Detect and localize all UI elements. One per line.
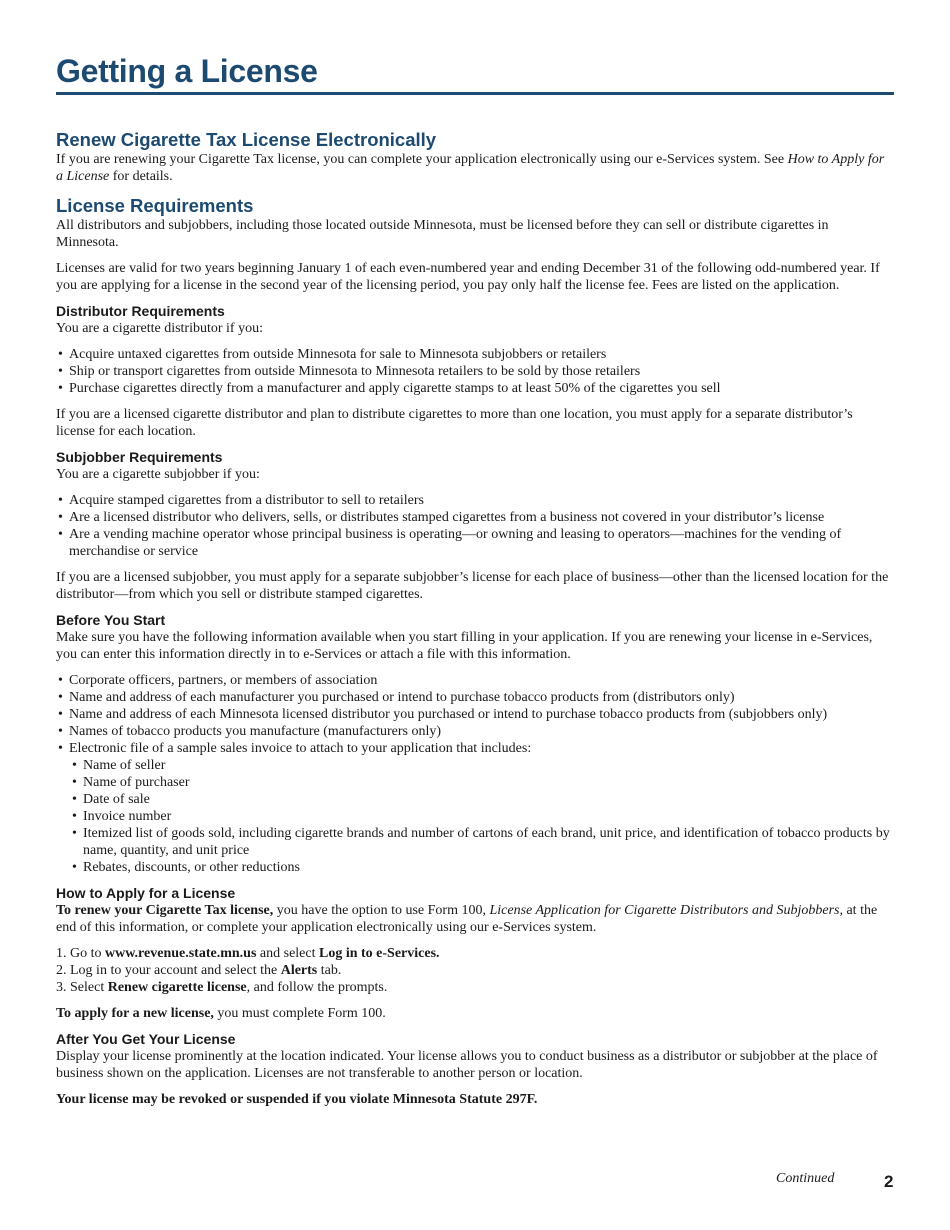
how-to-apply-ref: How to Apply for a License <box>56 152 885 184</box>
before-intro: Make sure you have the following information available when you start filling in your application. If you are renewing your license in e-Services, you can enter this information directly in to e-Services or attach a file with this information. <box>56 630 873 662</box>
heading-license-requirements: License Requirements <box>56 195 254 216</box>
step-3: 3. Select Renew cigarette license, and follow the prompts. <box>56 980 388 995</box>
subjobber-list <box>56 492 894 560</box>
step-2: 2. Log in to your account and select the Alerts tab. <box>56 963 342 978</box>
before-list <box>56 672 894 876</box>
after-paragraph: Display your license prominently at the location indicated. Your license allows you to conduct business as a distributor or subjobber at the place of business shown on the application. Licenses are not transferable to another person or location. <box>56 1049 878 1081</box>
list-item: • Purchase cigarettes directly from a manufacturer and apply cigarette stamps to at least 50% of the cigarettes you sell <box>56 380 894 397</box>
heading-subjobber: Subjobber Requirements <box>56 449 223 465</box>
list-item: • Names of tobacco products you manufacture (manufacturers only) <box>56 723 894 740</box>
distributor-note: If you are a licensed cigarette distributor and plan to distribute cigarettes to more than one location, you must apply for a separate distributor’s license for each location. <box>56 407 853 439</box>
page-title: Getting a License <box>56 52 894 95</box>
page-number: 2 <box>884 1172 894 1191</box>
step-1: 1. Go to www.revenue.state.mn.us and select Log in to e-Services. <box>56 946 440 961</box>
new-license-paragraph: To apply for a new license, you must complete Form 100. <box>56 1006 386 1021</box>
requirements-paragraph-1: All distributors and subjobbers, including those located outside Minnesota, must be licensed before they can sell or distribute cigarettes in Minnesota. <box>56 218 829 250</box>
list-item: • Acquire untaxed cigarettes from outside Minnesota for sale to Minnesota subjobbers or retailers <box>56 346 894 363</box>
list-item: • Date of sale <box>70 791 894 808</box>
list-item: • Corporate officers, partners, or members of association <box>56 672 894 689</box>
revocation-warning: Your license may be revoked or suspended if you violate Minnesota Statute 297F. <box>56 1092 538 1107</box>
revenue-link[interactable]: www.revenue.state.mn.us <box>105 946 257 961</box>
list-item: • Ship or transport cigarettes from outside Minnesota to Minnesota retailers to be sold by those retailers <box>56 363 894 380</box>
list-item: • Rebates, discounts, or other reductions <box>70 859 894 876</box>
requirements-paragraph-2: Licenses are valid for two years beginning January 1 of each even-numbered year and ending December 31 of the following odd-numbered year. If you are applying for a license in the second year of the licensing period, you pay only half the license fee. Fees are listed on the application. <box>56 261 880 293</box>
heading-how-to-apply: How to Apply for a License <box>56 885 236 901</box>
list-item: • Electronic file of a sample sales invoice to attach to your application that includes: • Name of seller • Name of purchaser • Date of sale • Invoice number • Itemized list of goods sold, including cigarette brands and number of cartons of each brand, unit price, and identification of tobacco products by name, quantity, and unit price • Rebates, discounts, or other reductions <box>56 740 894 876</box>
renew-paragraph: If you are renewing your Cigarette Tax license, you can complete your application electronically using our e-Services system. See How to Apply for a License for details. <box>56 152 885 184</box>
heading-before-you-start: Before You Start <box>56 612 166 628</box>
subjobber-note: If you are a licensed subjobber, you must apply for a separate subjobber’s license for each place of business—other than the licensed location for the distributor—from which you sell or distribute stamped cigarettes. <box>56 570 889 602</box>
heading-after-license: After You Get Your License <box>56 1031 236 1047</box>
distributor-intro: You are a cigarette distributor if you: <box>56 321 263 336</box>
list-item: • Are a licensed distributor who delivers, sells, or distributes stamped cigarettes from a business not covered in your distributor’s license <box>56 509 894 526</box>
heading-distributor: Distributor Requirements <box>56 303 225 319</box>
list-item: • Name and address of each manufacturer you purchased or intend to purchase tobacco products from (distributors only) <box>56 689 894 706</box>
form-title: License Application for Cigarette Distributors and Subjobbers, <box>489 903 843 918</box>
page-body <box>56 52 894 1108</box>
list-item: • Name and address of each Minnesota licensed distributor you purchased or intend to purchase tobacco products from (subjobbers only) <box>56 706 894 723</box>
continued-label: Continued <box>776 1171 835 1186</box>
list-item: • Name of purchaser <box>70 774 894 791</box>
distributor-list <box>56 346 894 397</box>
heading-renew: Renew Cigarette Tax License Electronically <box>56 129 437 150</box>
list-item: • Invoice number <box>70 808 894 825</box>
list-item: • Acquire stamped cigarettes from a distributor to sell to retailers <box>56 492 894 509</box>
howto-paragraph: To renew your Cigarette Tax license, you have the option to use Form 100, License Application for Cigarette Distributors and Subjobbers, at the end of this information, or complete your application electronically using our e-Services system. <box>56 903 878 935</box>
invoice-sublist <box>70 757 894 876</box>
list-item: • Name of seller <box>70 757 894 774</box>
list-item: • Are a vending machine operator whose principal business is operating—or owning and leasing to operators—machines for the vending of merchandise or service <box>56 526 894 560</box>
subjobber-intro: You are a cigarette subjobber if you: <box>56 467 260 482</box>
list-item: • Itemized list of goods sold, including cigarette brands and number of cartons of each brand, unit price, and identification of tobacco products by name, quantity, and unit price <box>70 825 894 859</box>
